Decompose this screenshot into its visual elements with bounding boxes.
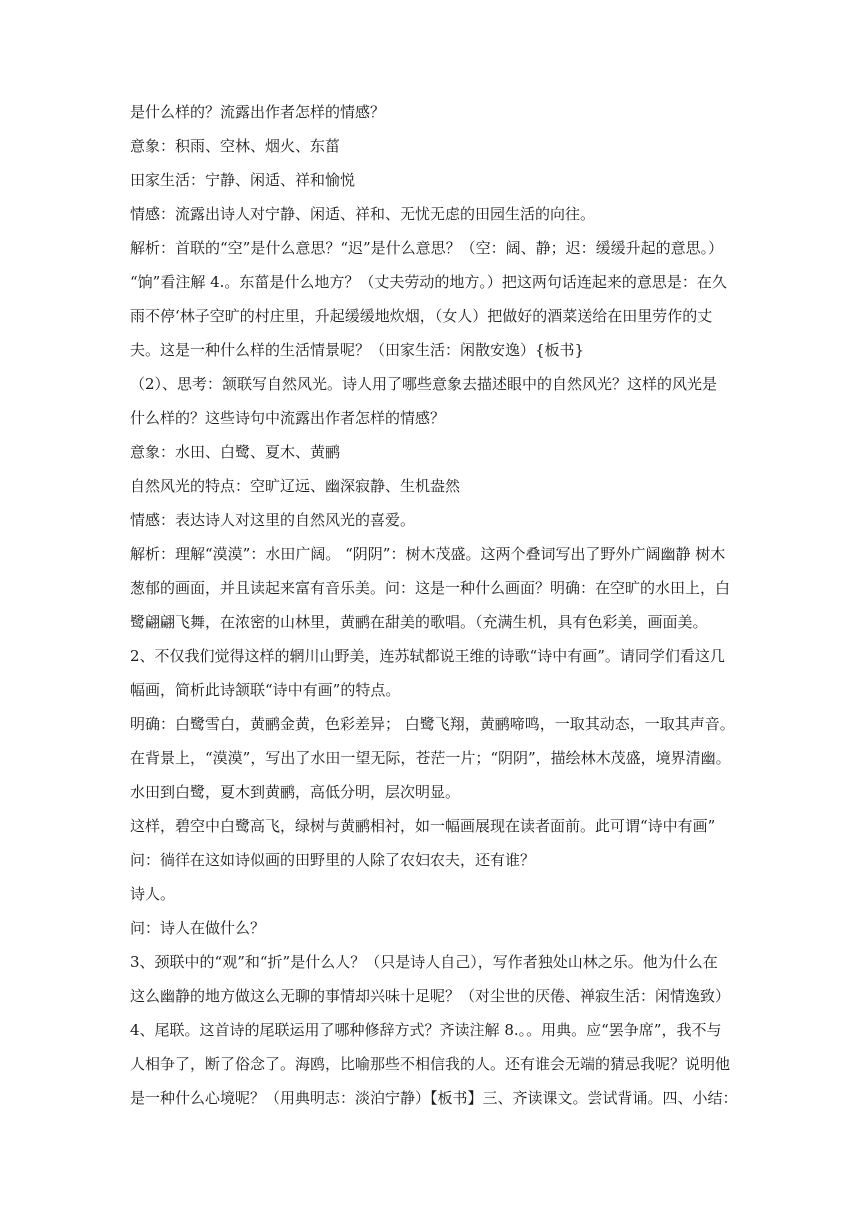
text-line: 什么样的？这些诗句中流露出作者怎样的情感？ <box>130 409 446 427</box>
text-line: 解析：首联的“空”是什么意思？“迟”是什么意思？（空：阔、静；迟：缓缓升起的意思。） <box>130 239 724 257</box>
text-line: 问：徜徉在这如诗似画的田野里的人除了农妇农夫，还有谁？ <box>130 851 536 869</box>
text-line: 鹭翩翩飞舞，在浓密的山林里，黄鹂在甜美的歌唱。（充满生机，具有色彩美，画面美。 <box>130 613 708 631</box>
text-line: 在背景上，“漠漠”，写出了水田一望无际，苍茫一片；“阴阴”，描绘林木茂盛，境界清幽。 <box>130 749 731 767</box>
text-line: 2、不仅我们觉得这样的辋川山野美，连苏轼都说王维的诗歌“诗中有画”。请同学们看这几 <box>130 647 725 665</box>
text-line: 解析：理解“漠漠”：水田广阔。 “阴阴”：树木茂盛。这两个叠词写出了野外广阔幽静 树木 <box>130 545 726 563</box>
text-line: 情感：表达诗人对这里的自然风光的喜爱。 <box>130 511 416 529</box>
text-line: 是什么样的？流露出作者怎样的情感？ <box>130 103 386 121</box>
text-line: 自然风光的特点：空旷辽远、幽深寂静、生机盎然 <box>130 477 461 495</box>
text-line: 夫。这是一种什么样的生活情景呢？（田家生活：闲散安逸）{板书} <box>130 341 585 359</box>
text-line: 意象：积雨、空林、烟火、东菑 <box>130 137 341 155</box>
text-line: 这么幽静的地方做这么无聊的事情却兴味十足呢？（对尘世的厌倦、禅寂生活：闲情逸致） <box>130 987 731 1005</box>
text-line: 雨不停‘林子空旷的村庄里，升起缓缓地炊烟，（女人）把做好的酒菜送给在田里劳作的丈 <box>130 307 713 325</box>
text-line: 这样，碧空中白鹭高飞，绿树与黄鹂相衬，如一幅画展现在读者面前。此可谓“诗中有画” <box>130 817 716 835</box>
text-line: 问：诗人在做什么？ <box>130 919 266 937</box>
text-line: （2）、思考：颔联写自然风光。诗人用了哪些意象去描述眼中的自然风光？这样的风光是 <box>130 375 718 393</box>
text-line: 4、尾联。这首诗的尾联运用了哪种修辞方式？齐读注解 8.。。用典。应“罢争席”，我不与 <box>130 1021 722 1039</box>
text-line: 是一种什么心境呢？（用典明志：淡泊宁静）【板书】三、齐读课文。尝试背诵。四、小结： <box>130 1089 738 1107</box>
text-line: 意象：水田、白鹭、夏木、黄鹂 <box>130 443 341 461</box>
text-line: 明确：白鹭雪白，黄鹂金黄，色彩差异； 白鹭飞翔，黄鹂啼鸣，一取其动态，一取其声音。 <box>130 715 735 733</box>
text-line: 3、颈联中的“观”和“折”是什么人？（只是诗人自己），写作者独处山林之乐。他为什么在 <box>130 953 718 971</box>
text-line: 葱郁的画面，并且读起来富有音乐美。问：这是一种什么画面？明确：在空旷的水田上，白 <box>130 579 731 597</box>
text-line: 人相争了，断了俗念了。海鸥，比喻那些不相信我的人。还有谁会无端的猜忌我呢？说明他 <box>130 1055 731 1073</box>
text-line: 诗人。 <box>130 885 176 903</box>
text-line: “饷”看注解 4.。东菑是什么地方？（丈夫劳动的地方。）把这两句话连起来的意思是：在久 <box>130 273 727 291</box>
document-body <box>130 104 738 1107</box>
text-line: 幅画，简析此诗颔联“诗中有画”的特点。 <box>130 681 401 699</box>
text-line: 情感：流露出诗人对宁静、闲适、祥和、无忧无虑的田园生活的向往。 <box>130 205 596 223</box>
text-line: 水田到白鹭，夏木到黄鹂，高低分明，层次明显。 <box>130 783 461 801</box>
text-line: 田家生活：宁静、闲适、祥和愉悦 <box>130 171 356 189</box>
